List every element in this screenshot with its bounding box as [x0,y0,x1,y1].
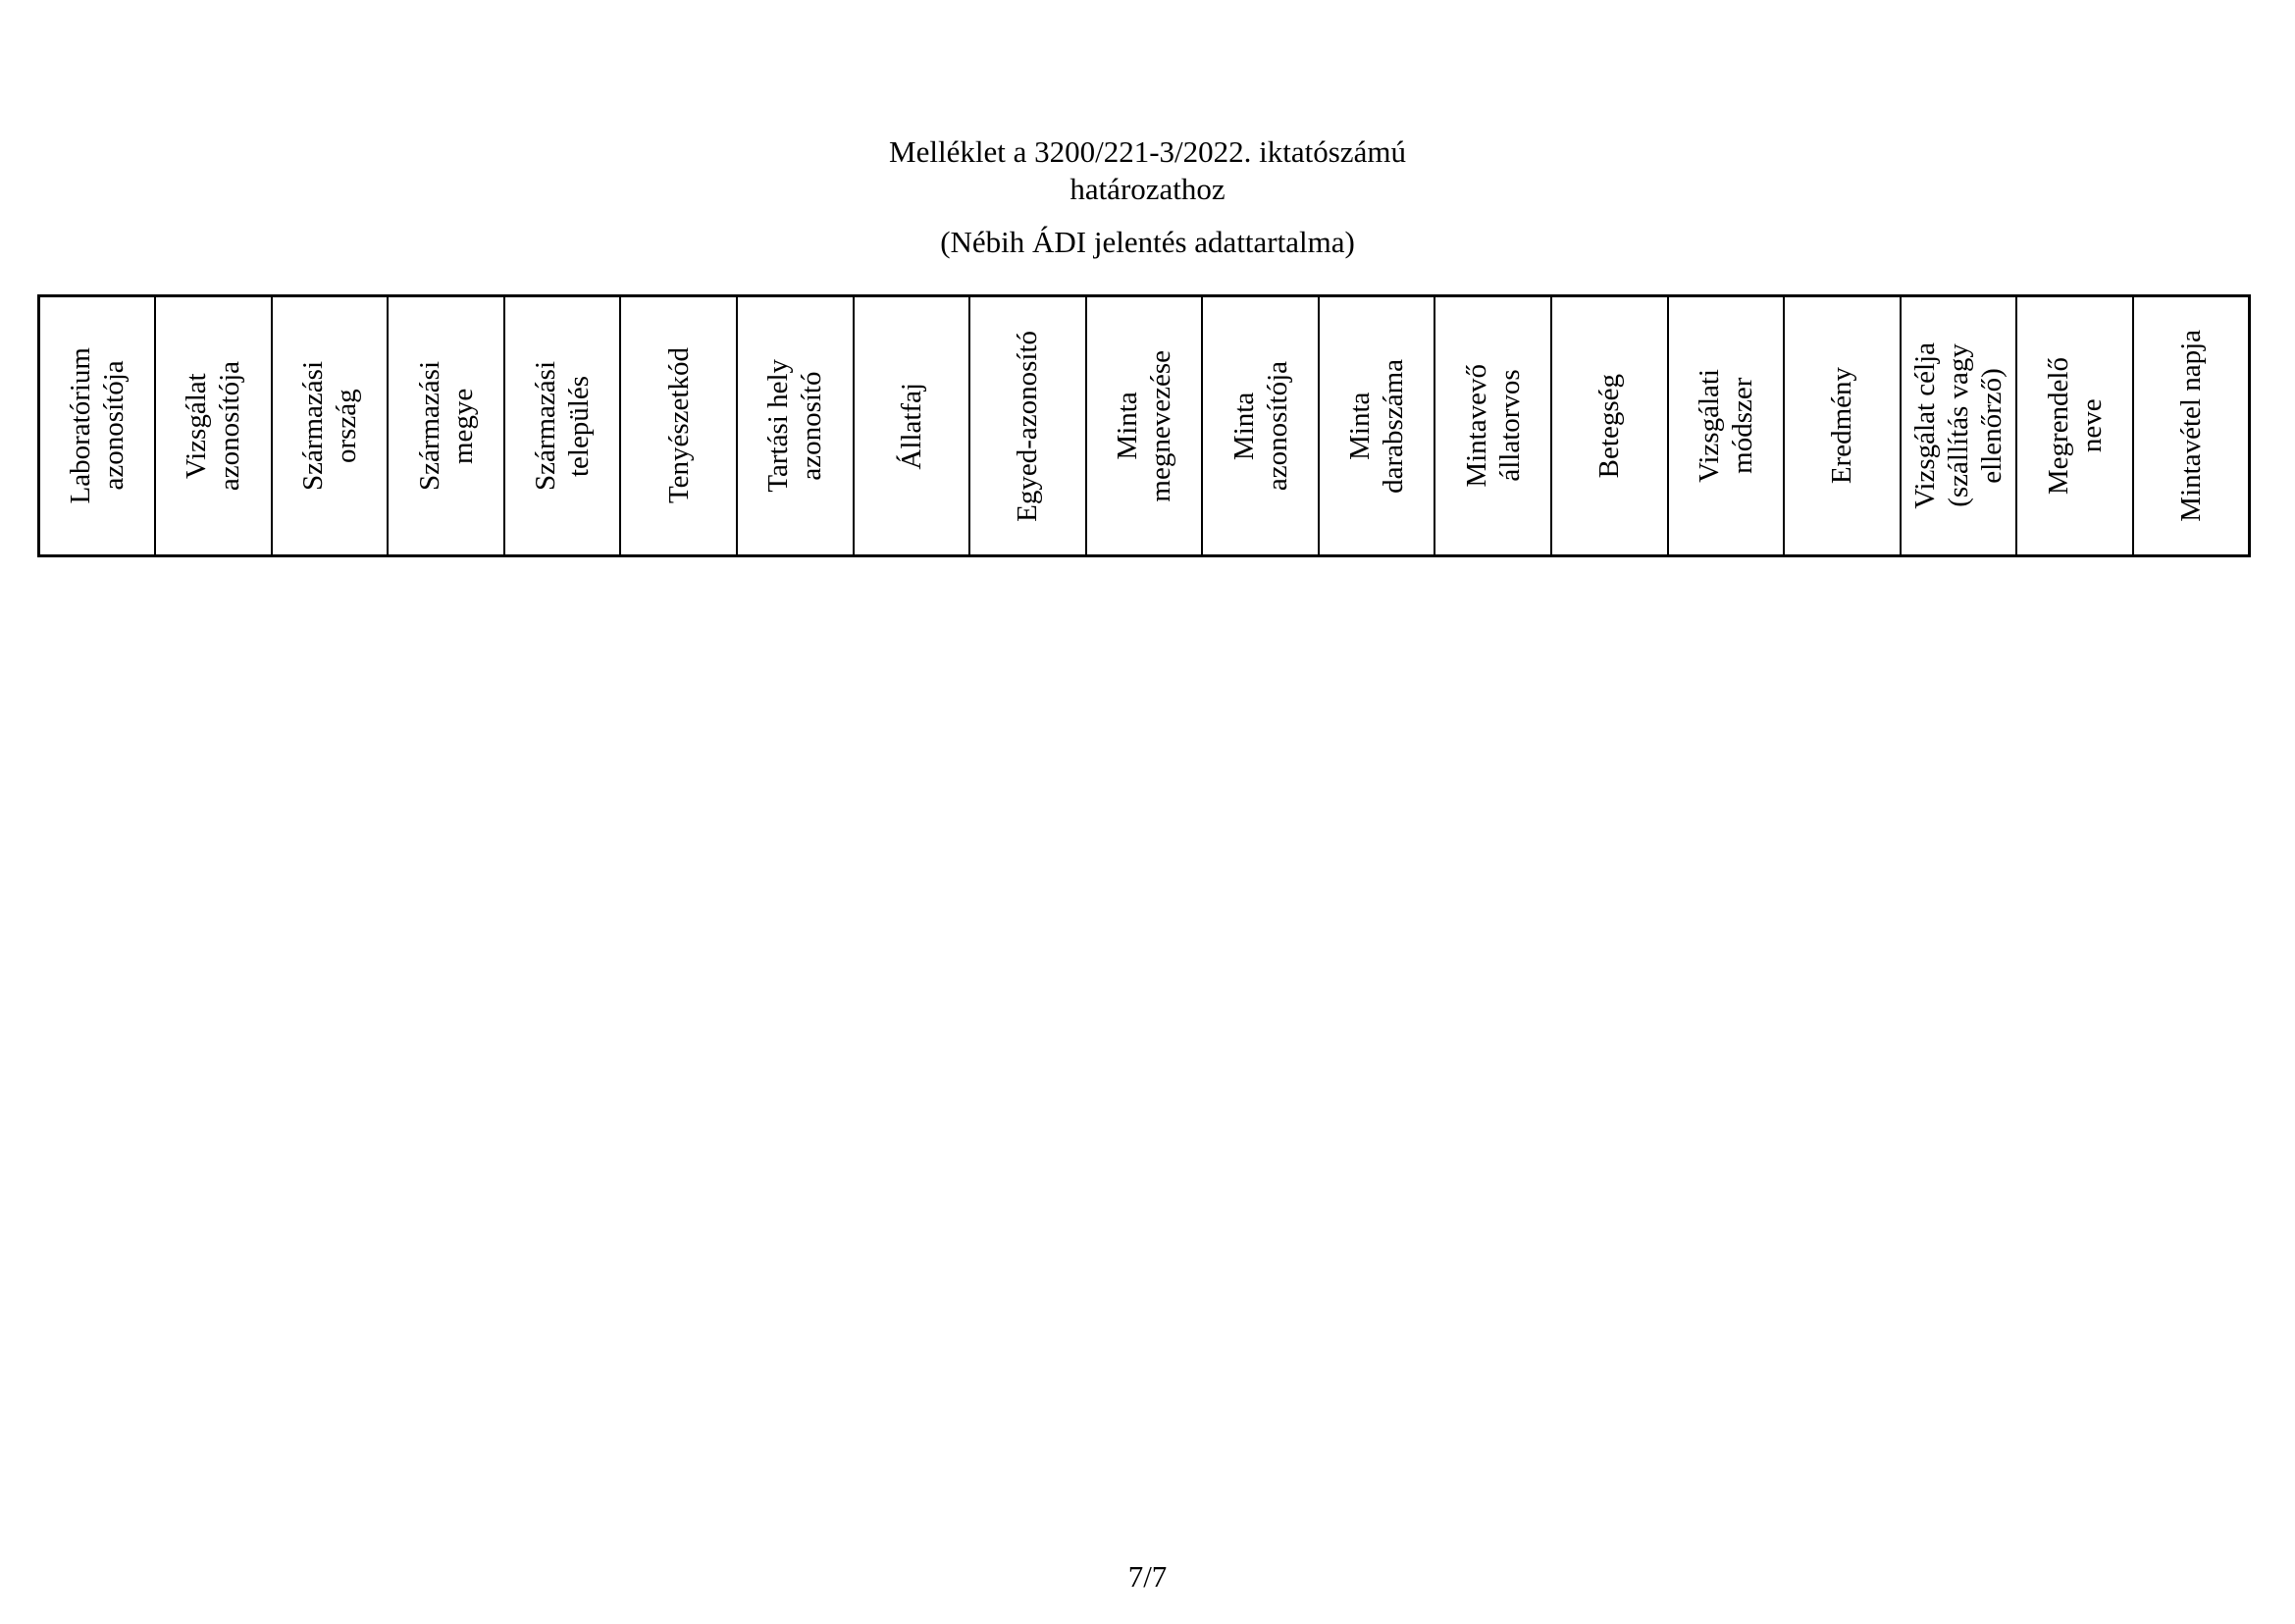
column-header [155,296,272,556]
column-header-label: Tenyészetkód [662,347,695,504]
column-header-label: Származási megye [413,360,479,492]
document-subtitle: (Nébih ÁDI jelentés adattartalma) [940,225,1355,259]
column-header [504,296,621,556]
column-header-label: Minta megnevezése [1111,349,1176,502]
column-header [2016,296,2133,556]
column-header-label: Származási település [530,360,596,492]
column-header [1319,296,1435,556]
column-header-label: Megrendelő neve [2042,356,2108,496]
column-header [854,296,970,556]
column-header [1668,296,1785,556]
column-header-label: Minta azonosítója [1227,360,1293,492]
column-header-label: Betegség [1593,373,1626,479]
column-header [969,296,1086,556]
column-header-label: Minta darabszáma [1344,358,1410,494]
column-header [1086,296,1203,556]
column-header [39,296,156,556]
column-header [388,296,504,556]
document-title-line-2: határozathoz [1069,172,1226,206]
column-header-label: Vizsgálati módszer [1693,369,1758,483]
document-title-line-1: Melléklet a 3200/221-3/2022. iktatószámú [889,134,1406,169]
column-header-label: Tartási hely azonosító [762,359,828,493]
column-header [1901,296,2017,556]
column-header-label: Egyed-azonosító [1012,330,1044,522]
column-header-label: Mintavevő állatorvos [1460,364,1526,488]
column-header [1202,296,1319,556]
column-header-label: Mintavétel napja [2174,330,2207,522]
column-header-label: Vizsgálat célja (szállítás vagy ellenőrző) [1909,342,2008,509]
column-header-label: Eredmény [1826,367,1858,485]
column-header-label: Származási ország [296,360,362,492]
column-header [620,296,737,556]
column-header [1784,296,1901,556]
column-header [1551,296,1668,556]
column-header-label: Vizsgálat azonosítója [181,360,246,492]
column-header [2133,296,2250,556]
column-header-label: Állatfaj [895,382,927,470]
page-number: 7/7 [1127,1559,1168,1594]
column-header-label: Laboratórium azonosítója [65,347,130,504]
column-header [737,296,854,556]
column-header [272,296,389,556]
report-fields-table [37,294,2251,557]
column-header [1434,296,1551,556]
table-header-row [39,296,2250,556]
